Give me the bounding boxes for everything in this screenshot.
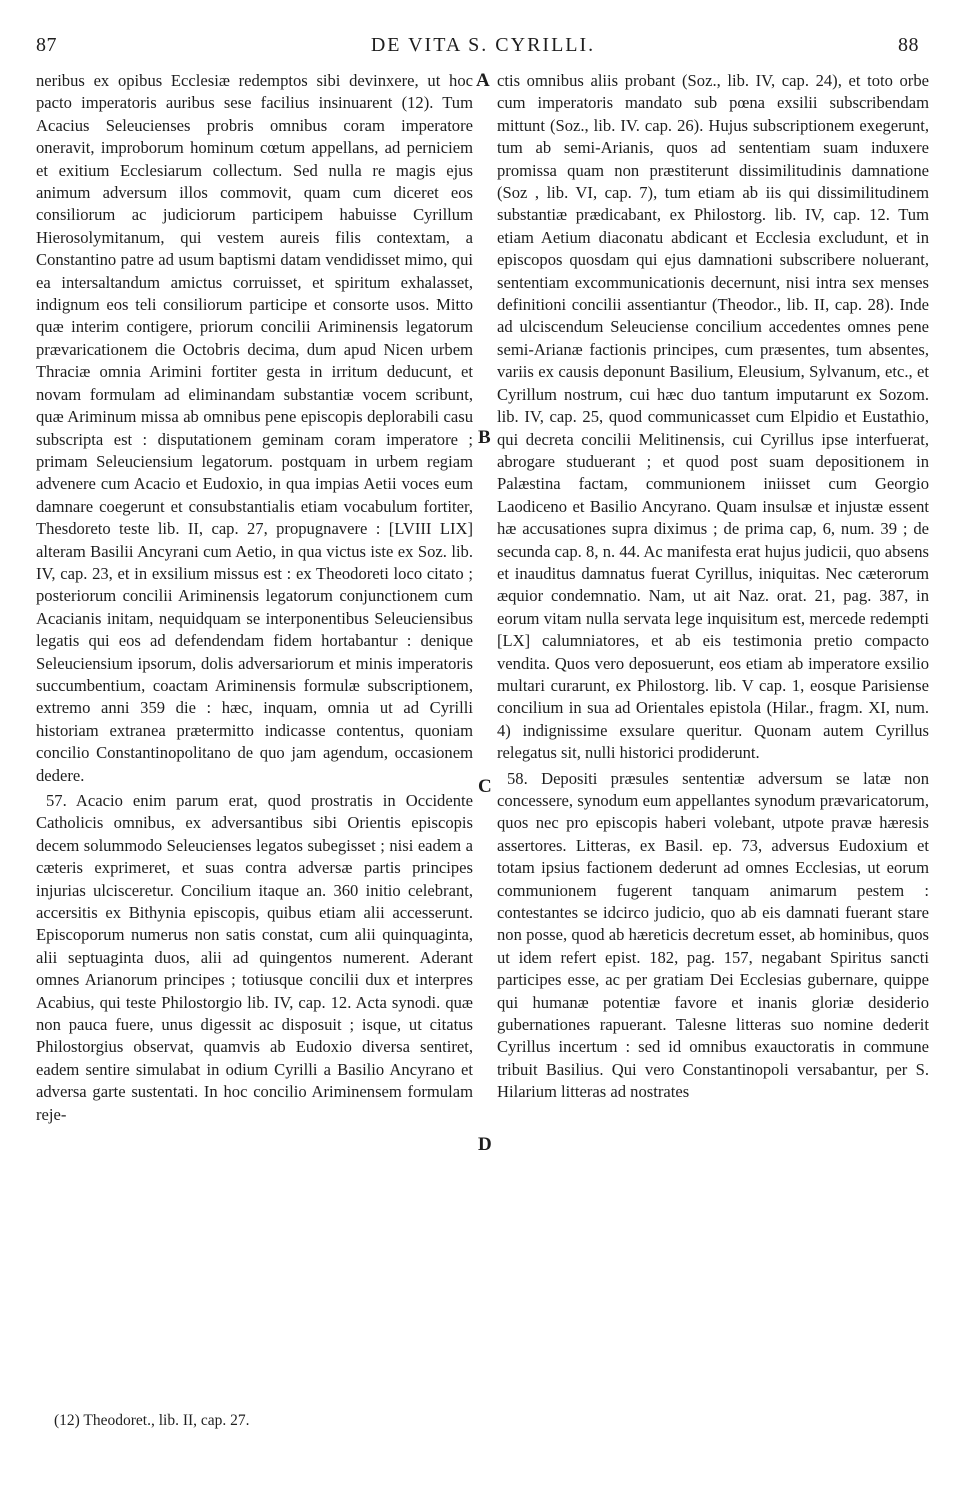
- paragraph-continued: neribus ex opibus Ecclesiæ redemptos sibi devinxere, ut hoc pacto imperatoris auribus sese facilius insinuarent (12). Tum Acacius Seleucienses probris omnibus coram imperatore oneravit, improborum hominum cœtum appellans, ad perniciem et exitium Ecclesiarum collectum. Sed nulla re magis ejus animum adversum illos commovit, quam cum diceret eos consiliorum ac judiciorum participem habuisse Cyrillum Hierosolymitanum, qui vestem aureis filis contextam, a Constantino patre ad usum baptismi datam vendidisset mimo, qui ea intersaltandum amictus corruisset, et spiritum exhalasset, indignum eos teli consiliorum participe et consorte usos. Mitto quæ interim contigere, priorum concilii Ariminensis legatorum prævaricationem die Octobris decima, dum apud Nicen urbem Thraciæ omnia Arimini fortiter gesta in irritum deducunt, et novam formulam ad eliminandam substantiæ vocem scribunt, quæ Ariminum missa ab omnibus pene episcopis deplorabili casu subscripta est : disputationem geminam coram imperatore ; primam Seleuciensium legatorum. postquam in urbem regiam advenere cum Acacio et Eudoxio, in qua impias Aetii voces eum damnare coegerunt et consubstantialis etiam vocabulum fortiter, Thesdoreto teste lib. II, cap. 27, propugnavere : [LVIII LIX] alteram Basilii Ancyrani cum Aetio, in qua victus iste ex Soz. lib. IV, cap. 23, et in exsilium missus est : ex Theodoreti loco citato ; posteriorum concilii Ariminensis legatorum conjunctionem cum Acacianis initam, nequidquam se interponentibus Seleuciensibus legatis qui eos ad defendendam fidem hortabantur : denique Seleuciensium ipsorum, dolis adversariorum et minis imperatoris succumbentium, coactam Ariminensis formulæ subscriptionem, extremo anni 359 die : hæc, inquam, omnia ut ad Cyrilli historiam extranea prætermitto indicasse contentus, quoniam concilio Constantinopolitano de quo jam agendum, occasionem dedere.: [36, 71, 473, 785]
- margin-marker-d: D: [478, 1134, 492, 1155]
- paragraph-57-continued: ctis omnibus aliis probant (Soz., lib. IV, cap. 24), et toto orbe cum imperatoris mandato sub pœna exsilii subscribendam mittunt (Soz., lib. IV. cap. 26). Hujus subscriptionem exegerunt, tum ab semi-Arianis, quos ad sententiam suam induxere promissa quam non præstiterunt dissimilitudinis damnatione (Soz , lib. VI, cap. 7), tum etiam ab iis qui dissimilitudinem substantiæ prædicabant, ex Philostorg. lib. IV, cap. 12. Tum etiam Aetium diaconatu abdicant et Ecclesia excludunt, et in episcopos quosdam qui ejus damnationi subscribere noluerant, sententiam excommunicationis decernunt, nisi intra sex menses definitioni concilii assentiantur (Theodor., lib. II, cap. 28). Inde ad ulciscendum Seleuciense concilium accedentes omnes pene semi-Arianæ factionis principes, cum præsentes, tum absentes, variis ex causis deponunt Basilium, Eleusium, Sylvanum, etc., et Cyrillum nostrum, cui hæc duo tantum imputarunt ex Sozom. lib. IV, cap. 25, quod communicasset cum Elpidio et Eustathio, qui decreta concilii Melitinensis, cui Cyrillus ipse interfuerat, abrogare studuerant ; et quod post suam depositionem in Palæstina factam, communionem iniisset cum Georgio Laodiceno et Basilio Ancyrano. Quam insulsæ et injustæ essent hæ accusationes supra diximus ; de prima cap, 6, num. 39 ; de secunda cap. 8, n. 44. Ac manifesta erat hujus judicii, quo absens et inauditus damnatus fuerat Cyrillus, iniquitas. Nec cæterorum æquior condemnatio. Nam, ut ait Naz. orat. 21, pag. 387, in eorum vitam nulla servata lege inquisitum est, mercede redempti [LX] calumniatores, et ab eis testimonia pretio compacto vendita. Quos vero deposuerunt, eos etiam ab imperatore exsilio multari curarunt, ex Philostorg. lib. V cap. 1, eosque Parisiense concilium in sua ad Orientales epistola (Hilar., fragm. XI, num. 4) indignissime exsulare queritur. Quonam autem Cyrillus relegatus sit, nulli historici prodiderunt.: [497, 71, 929, 763]
- margin-marker-a: A: [476, 70, 490, 91]
- running-title: DE VITA S. CYRILLI.: [370, 34, 596, 56]
- margin-marker-c: C: [478, 776, 492, 797]
- footnote-12: (12) Theodoret., lib. II, cap. 27.: [54, 1412, 250, 1429]
- left-column: [36, 70, 473, 1126]
- right-column: [497, 70, 929, 1104]
- page-number-right: 88: [898, 34, 919, 56]
- paragraph-58: 58. Depositi præsules sententiæ adversum se latæ non concessere, synodum eum appellantes synodum prævaricatorum, quos nec pro episcopis haberi volebant, utpote pravæ hæresis assertores. Litteras, ex Basil. ep. 73, adversus Eudoxium et totam ipsius factionem dederunt ad omnes Ecclesias, ut eorum communionem fugerent tanquam animarum pestem : contestantes se idcirco judicio, quo ab eis damnati fuerant stare non posse, quod ab hæreticis decretum esset, ab hominibus, quos ut idem refert epist. 182, pag. 157, negabant Spiritus sancti participes esse, ac per gratiam Dei Ecclesias gubernare, quippe qui humanæ potentiæ favore et inanis gloriæ desiderio gubernationes rapuerant. Talesne litteras suo nomine dederit Cyrillus incertum : sed id omnibus exauctoratis in commune tribuit Basilius. Qui vero Constantinopoli versabantur, per S. Hilarium litteras ad nostrates: [497, 768, 929, 1102]
- page-number-left: 87: [36, 34, 57, 56]
- paragraph-57: 57. Acacio enim parum erat, quod prostratis in Occidente Catholicis omnibus, ex adversantibus sibi Orientis episcopis decem solummodo Seleucienses legatos subegisset ; nisi eadem a cæteris exprimeret, et suas contra adversæ partis principes injurias ulcisceretur. Concilium itaque an. 360 initio celebrant, accersitis ex Bithynia episcopis, quibus etiam alii accesserunt. Episcoporum numerus non satis constat, cum alii quinquaginta, alii septuaginta duos, alii ad quingentos numerent. Aderant omnes Arianorum principes ; totiusque concilii dux et interpres Acabius, qui teste Philostorgio lib. IV, cap. 12. Acta synodi. quæ non pauca fuere, unus digessit ac disposuit ; isque, ut citatus Philostorgius observat, quamvis ab Eudoxio diversa sentiret, eadem sentire simulabat in odium Cyrilli a Basilio Ancyrano et adversa garte sustentati. In hoc concilio Ariminensem formulam reje-: [36, 791, 473, 1124]
- margin-marker-b: B: [478, 427, 491, 448]
